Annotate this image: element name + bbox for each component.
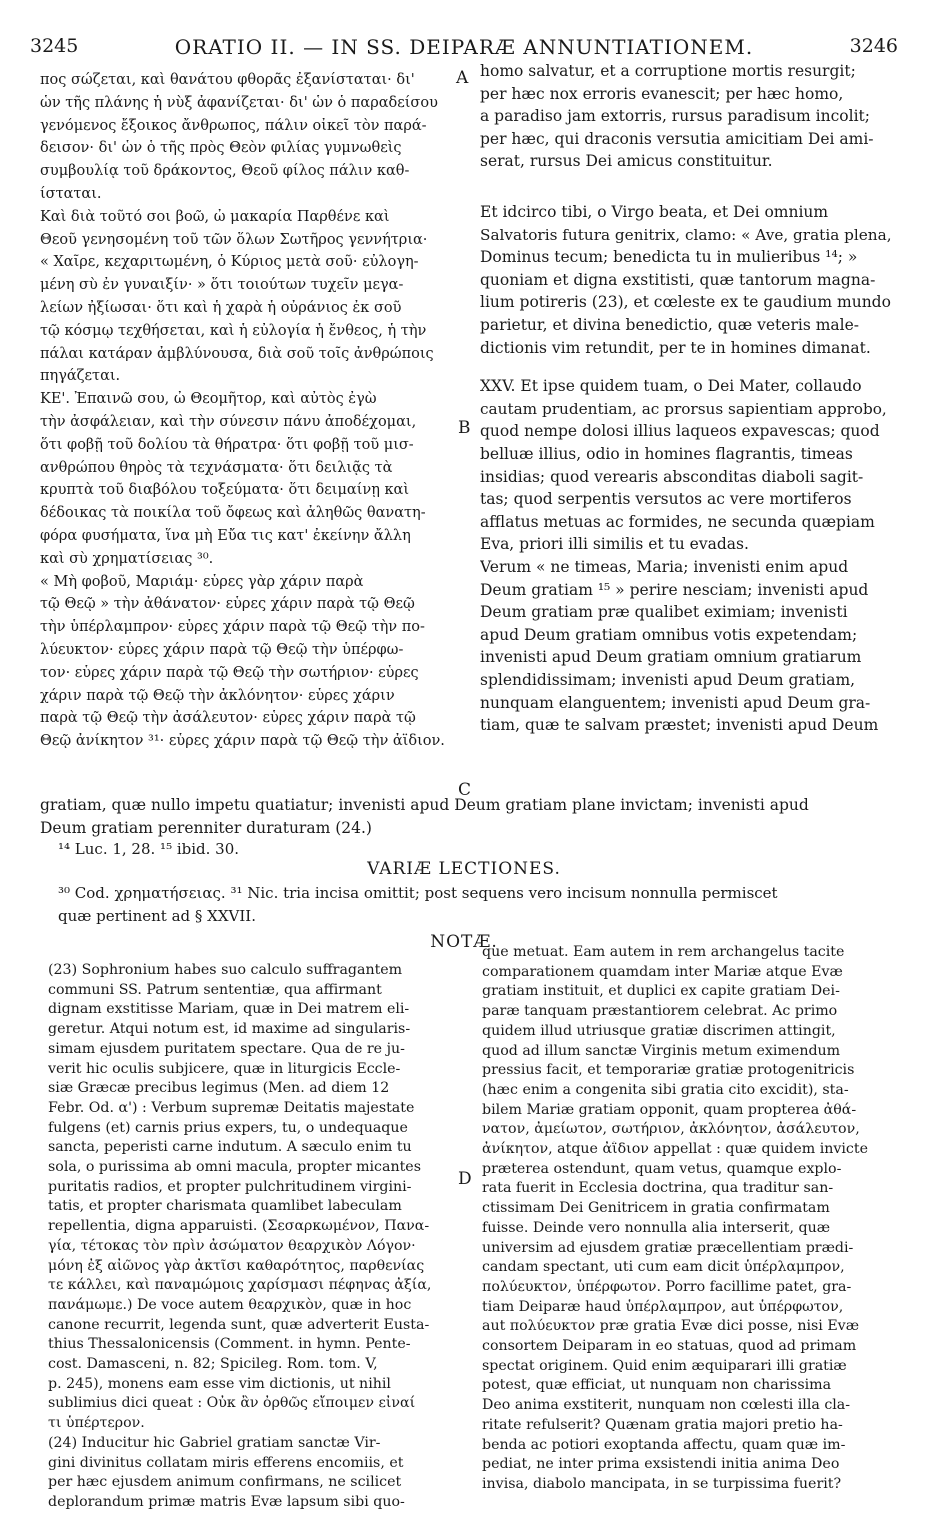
latin-line: invenisti apud Deum gratiam omnium gratiarum	[480, 648, 862, 667]
notae-line: cost. Damasceni, n. 82; Spicileg. Rom. tom. V,	[48, 1356, 378, 1372]
greek-line: Θεῷ ἀνίκητον ³¹· εὗρες χάριν παρὰ τῷ Θεῷ τὴν ἀΐδιον.	[40, 733, 445, 750]
notae-line: canone recurrit, legenda sunt, quæ adverterit Eusta-	[48, 1316, 430, 1333]
notae-line: aut πολύευκτον præ gratia Evæ dici posse, nisi Evæ	[482, 1318, 860, 1335]
latin-line: tas; quod serpentis versutos ac vere mortiferos	[480, 490, 852, 509]
greek-line: μένη σὺ ἐν γυναιξίν· » ὅτι τοιούτων τυχεῖν μεγα-	[40, 277, 404, 294]
latin-line: homo salvatur, et a corruptione mortis resurgit;	[480, 62, 856, 80]
notae-line: fuisse. Deinde vero nonnulla alia interserit, quæ	[482, 1219, 831, 1236]
notae-line: per hæc ejusdem animum confirmans, ne scilicet	[48, 1474, 402, 1491]
notae-heading: NOTÆ.	[430, 932, 498, 952]
notae-line: præterea ostendunt, quam vetus, quamque explo-	[482, 1160, 842, 1177]
notae-line: tatis, et propter charismata quamlibet labeculam	[48, 1198, 402, 1215]
latin-line: Deum gratiam præ qualibet eximiam; invenisti	[480, 603, 848, 622]
notae-line: pressius facit, et temporariæ gratiæ protogenitricis	[482, 1062, 855, 1079]
greek-line: Καὶ διὰ τοῦτό σοι βοῶ, ὦ μακαρία Παρθένε καὶ	[40, 208, 390, 225]
greek-line: ὅτι φοβῇ τοῦ δολίου τὰ θήρατρα· ὅτι φοβῇ τοῦ μισ-	[40, 436, 414, 453]
greek-line: τῷ Θεῷ » τὴν ἀθάνατον· εὗρες χάριν παρὰ τῷ Θεῷ	[40, 596, 415, 613]
greek-line: δέδοικας τὰ ποικίλα τοῦ ὄφεως καὶ ἀληθῶς θανατη-	[40, 505, 426, 522]
greek-line: τὴν ὑπέρλαμπρον· εὗρες χάριν παρὰ τῷ Θεῷ τὴν πο-	[40, 619, 425, 636]
notae-line: candam spectant, uti cum eam dicit ὑπέρλαμπρον,	[482, 1259, 845, 1276]
notae-line: νατον, ἀμείωτον, σωτήριον, ἀκλόνητον, ἀσάλευτον,	[482, 1121, 860, 1138]
notae-line: γία, τέτοκας τὸν πρὶν ἀσώματον θεαρχικὸν Λόγον·	[48, 1237, 416, 1254]
greek-line: κρυπτὰ τοῦ διαβόλου τοξεύματα· ὅτι δειμαίνῃ καὶ	[40, 482, 410, 499]
notae-line: benda ac potiori exoptanda affectu, quam quæ im-	[482, 1436, 846, 1453]
greek-line: λείων ἠξίωσαι· ὅτι καὶ ἡ χαρὰ ἡ οὐράνιος ἐκ σοῦ	[40, 300, 402, 316]
latin-line: splendidissimam; invenisti apud Deum gratiam,	[480, 671, 856, 689]
latin-line: per hæc, qui draconis versutia amicitiam Dei ami-	[480, 129, 874, 148]
latin-line: Eva, priori illi similis et tu evadas.	[480, 535, 749, 554]
notae-line: geretur. Atqui notum est, id maxime ad singularis-	[48, 1021, 411, 1038]
greek-line: δεισον· δι' ὧν ὁ τῆς πρὸς Θεὸν φιλίας γυμνωθεὶς	[40, 140, 402, 157]
latin-line: tiam, quæ te salvam præstet; invenisti apud Deum	[480, 716, 879, 735]
latin-line: Dominus tecum; benedicta tu in mulieribus ¹⁴; »	[480, 248, 858, 267]
notae-line: spectat originem. Quid enim æquiparari illi gratiæ	[482, 1357, 847, 1374]
variae-heading: VARIÆ LECTIONES.	[367, 859, 561, 879]
latin-line: Verum « ne timeas, Maria; invenisti enim apud	[480, 558, 849, 576]
greek-line: « Χαῖρε, κεχαριτωμένη, ὁ Κύριος μετὰ σοῦ· εὐλογη-	[40, 254, 419, 271]
page-number-right: 3246	[849, 35, 898, 57]
greek-line: πάλαι κατάραν ἀμβλύνουσα, διὰ σοῦ τοῖς ἀνθρώποις	[40, 345, 434, 362]
notae-line: sancta, peperisti carne indutum. A sæculo enim tu	[48, 1139, 412, 1156]
notae-line: puritatis radios, et propter pulchritudinem virgini-	[48, 1178, 412, 1195]
latin-line: nunquam elanguentem; invenisti apud Deum gra-	[480, 693, 871, 712]
notae-line: πανάμωμε.) De voce autem θεαρχικὸν, quæ in hoc	[48, 1296, 412, 1313]
greek-line: τον· εὗρες χάριν παρὰ τῷ Θεῷ τὴν σωτήριον· εὗρες	[40, 664, 419, 681]
greek-line: τῷ κόσμῳ τεχθήσεται, καὶ ἡ εὐλογία ἡ ἔνθεος, ἡ τὴν	[40, 322, 427, 339]
notae-line: τε κάλλει, καὶ παναμώμοις χαρίσμασι πέφηνας ἀξία,	[48, 1277, 432, 1294]
notae-line: Febr. Od. α') : Verbum supremæ Deitatis majestate	[48, 1099, 415, 1116]
notae-line: fulgens (et) carnis prius expers, tu, o undequaque	[48, 1119, 408, 1136]
notae-line: ctissimam Dei Genitricem in gratia confirmatam	[482, 1200, 830, 1217]
greek-line: ΚΕ'. Ἐπαινῶ σου, ὦ Θεομῆτορ, καὶ αὐτὸς ἐγὼ	[40, 391, 377, 408]
notae-line: rata fuerit in Ecclesia doctrina, qua traditur san-	[482, 1180, 834, 1197]
latin-line: Salvatoris futura genitrix, clamo: « Ave, gratia plena,	[480, 225, 892, 244]
notae-line: verit hic oculis subjicere, quæ in liturgicis Eccle-	[48, 1060, 401, 1077]
latin-line: Et idcirco tibi, o Virgo beata, et Dei omnium	[480, 203, 829, 221]
greek-line: καὶ σὺ χρηματίσειας ³⁰.	[40, 550, 214, 567]
greek-line: συμβουλίᾳ τοῦ δράκοντος, Θεοῦ φίλος πάλιν καθ-	[40, 163, 410, 180]
latin-line: quod nempe dolosi illius laqueos expavescas; quod	[480, 422, 880, 441]
notae-line: (23) Sophronium habes suo calculo suffragantem	[48, 962, 403, 978]
greek-line: Θεοῦ γενησομένη τοῦ τῶν ὅλων Σωτῆρος γεννήτρια·	[40, 231, 428, 248]
latin-line: apud Deum gratiam omnibus votis expetendam;	[480, 625, 858, 644]
notae-line: communi SS. Patrum sententiæ, qua affirmant	[48, 981, 382, 998]
notae-line: τι ὑπέρτερον.	[48, 1415, 145, 1432]
notae-line: que metuat. Eam autem in rem archangelus tacite	[482, 944, 845, 960]
latin-line: insidias; quod verearis absconditas diaboli sagit-	[480, 467, 864, 486]
latin-line: cautam prudentiam, ac prorsus sapientiam approbo,	[480, 399, 887, 418]
notae-line: μόνη ἐξ αἰῶνος γὰρ ἀκτῖσι καθαρότητος, παρθενίας	[48, 1257, 425, 1274]
notae-line: bilem Mariæ gratiam opponit, quam propterea ἀθά-	[482, 1101, 857, 1118]
latin-line: a paradiso jam extorris, rursus paradisum incolit;	[480, 107, 870, 126]
latin-line: afflatus metuas ac formides, ne secunda quæpiam	[480, 512, 875, 531]
latin-line: Deum gratiam ¹⁵ » perire nesciam; invenisti apud	[480, 580, 869, 599]
notae-line: thius Thessalonicensis (Comment. in hymn. Pente-	[48, 1336, 411, 1353]
notae-line: πολύευκτον, ὑπέρφωτον. Porro facillime patet, gra-	[482, 1278, 852, 1295]
notae-line: universim ad ejusdem gratiæ præcellentiam prædi-	[482, 1239, 854, 1256]
latin-line: parietur, et divina benedictio, quæ veteris male-	[480, 316, 860, 334]
greek-line: « Μὴ φοβοῦ, Μαριάμ· εὗρες γὰρ χάριν παρὰ	[40, 573, 364, 590]
latin-line: dictionis vim retundit, per te in homines dimanat.	[480, 338, 871, 357]
notae-line: paræ tanquam præstantiorem celebrat. Ac primo	[482, 1003, 838, 1020]
greek-line: χάριν παρὰ τῷ Θεῷ τὴν ἀκλόνητον· εὗρες χάριν	[40, 687, 395, 704]
greek-line: ίσταται.	[40, 186, 102, 202]
greek-line: πηγάζεται.	[40, 368, 121, 385]
margin-marker-c: C	[458, 780, 472, 800]
notae-line: gini divinitus collatam miris efferens encomiis, et	[48, 1454, 404, 1471]
greek-line: ὧν τῆς πλάνης ἡ νὺξ ἀφανίζεται· δι' ὧν ὁ παραδείσου	[40, 94, 438, 111]
footnote-references: ¹⁴ Luc. 1, 28. ¹⁵ ibid. 30.	[58, 840, 240, 858]
notae-line: deplorandum primæ matris Evæ lapsum sibi quo-	[48, 1493, 405, 1510]
greek-line: ανθρώπου θηρὸς τὰ τεχνάσματα· ὅτι δειλιᾷς τὰ	[40, 459, 393, 476]
notae-line: sublimius dici queat : Οὐκ ἂν ὀρθῶς εἴποιμεν εἶναί	[48, 1395, 416, 1412]
notae-line: Deo anima exstiterit, nunquam non cœlesti illa cla-	[482, 1397, 851, 1414]
latin-line: serat, rursus Dei amicus constituitur.	[480, 152, 773, 171]
full-line: gratiam, quæ nullo impetu quatiatur; invenisti apud Deum gratiam plane invictam; invenisti apud	[40, 796, 809, 814]
notae-line: (24) Inducitur hic Gabriel gratiam sanctæ Vir-	[48, 1434, 381, 1451]
notae-line: potest, quæ efficiat, ut nunquam non charissima	[482, 1377, 832, 1394]
margin-marker-d: D	[458, 1169, 472, 1189]
notae-line: invisa, diabolo mancipata, in se turpissima fuerit?	[482, 1475, 842, 1492]
greek-line: πος σώζεται, καὶ θανάτου φθορᾶς ἐξανίσταται· δι'	[40, 72, 415, 88]
page-number-left: 3245	[30, 35, 79, 57]
notae-line: consortem Deiparam in eo statuas, quod ad primam	[482, 1338, 857, 1354]
latin-line: per hæc nox erroris evanescit; per hæc homo,	[480, 84, 844, 103]
notae-line: quod ad illum sanctæ Virginis metum eximendum	[482, 1042, 841, 1059]
latin-line: XXV. Et ipse quidem tuam, o Dei Mater, collaudo	[480, 377, 862, 396]
notae-line: comparationem quamdam inter Mariæ atque Evæ	[482, 963, 843, 980]
latin-line: lium potireris (23), et cœleste ex te gaudium mundo	[480, 293, 891, 312]
page-header	[30, 35, 898, 65]
margin-marker-b: B	[458, 418, 471, 438]
notae-line: sola, o purissima ab omni macula, propter micantes	[48, 1159, 421, 1175]
margin-marker-a: A	[456, 68, 469, 88]
running-title: ORATIO II. — IN SS. DEIPARÆ ANNUNTIATIONEM.	[174, 35, 754, 59]
notae-line: (hæc enim a congenita sibi gratia cito excidit), sta-	[482, 1081, 849, 1098]
variae-line: quæ pertinent ad § XXVII.	[58, 906, 256, 925]
notae-line: simam ejusdem puritatem spectare. Qua de re ju-	[48, 1040, 405, 1057]
notae-line: dignam exstitisse Mariam, quæ in Dei matrem eli-	[48, 1001, 410, 1018]
notae-line: ritate refulserit? Quænam gratia majori pretio ha-	[482, 1416, 843, 1433]
notae-line: repellentia, digna apparuisti. (Σεσαρκωμένον, Πανα-	[48, 1218, 430, 1235]
notae-line: gratiam instituit, et duplici ex capite gratiam Dei-	[482, 983, 840, 1000]
full-line: Deum gratiam perenniter duraturam (24.)	[40, 818, 372, 837]
notae-line: ἀνίκητον, atque ἀΐδιον appellat : quæ quidem invicte	[482, 1141, 868, 1157]
notae-line: pediat, ne inter prima exsistendi initia anima Deo	[482, 1456, 840, 1473]
greek-line: παρὰ τῷ Θεῷ τὴν ἀσάλευτον· εὗρες χάριν παρὰ τῷ	[40, 710, 416, 727]
greek-line: γενόμενος ἔξοικος ἄνθρωπος, πάλιν οἰκεῖ τὸν παρά-	[40, 117, 427, 134]
variae-line: ³⁰ Cod. χρηματήσειας. ³¹ Nic. tria incisa omittit; post sequens vero incisum nonnulla permiscet	[58, 884, 778, 902]
notae-line: p. 245), monens eam esse vim dictionis, ut nihil	[48, 1375, 391, 1392]
notae-line: tiam Deiparæ haud ὑπέρλαμπρον, aut ὑπέρφωτον,	[482, 1298, 844, 1315]
greek-line: τὴν ἀσφάλειαν, καὶ τὴν σύνεσιν πάνυ ἀποδέχομαι,	[40, 414, 417, 430]
greek-line: λύευκτον· εὗρες χάριν παρὰ τῷ Θεῷ τὴν ὑπέρφω-	[40, 642, 404, 658]
greek-line: φόρα φυσήματα, ἵνα μὴ Εὔα τις κατ' ἐκείνην ἄλλη	[40, 528, 411, 544]
latin-line: belluæ illius, odio in homines flagrantis, timeas	[480, 445, 853, 463]
latin-line: quoniam et digna exstitisti, quæ tantorum magna-	[480, 270, 876, 289]
notae-line: quidem illud utriusque gratiæ discrimen attingit,	[482, 1022, 836, 1039]
notae-line: siæ Græcæ precibus legimus (Men. ad diem 12	[48, 1080, 390, 1097]
